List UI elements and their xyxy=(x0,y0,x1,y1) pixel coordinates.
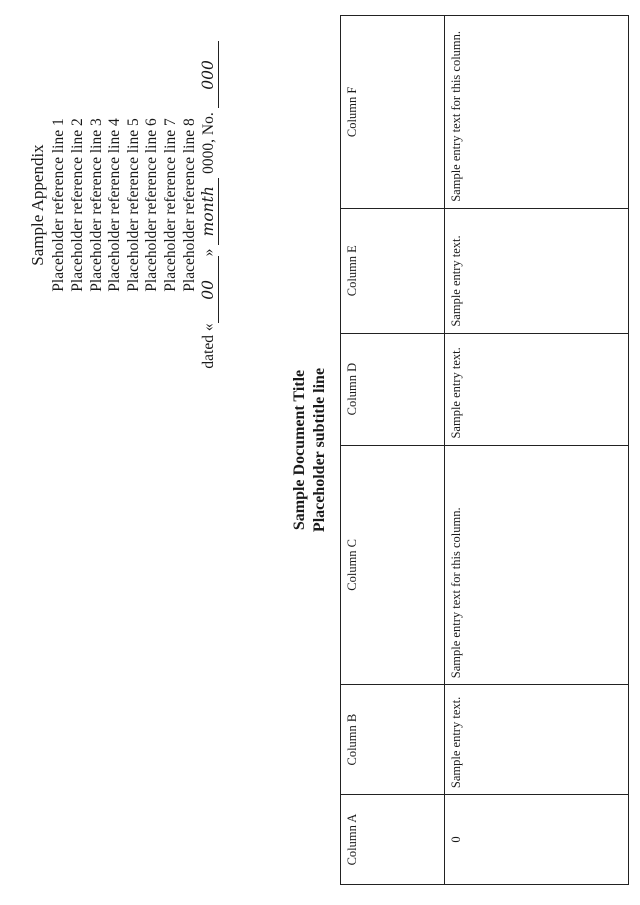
appendix-line: Placeholder reference line 5 xyxy=(124,118,142,292)
appendix-title: Sample Appendix xyxy=(28,144,47,266)
table-header-row xyxy=(341,16,445,885)
header-group: Column A xyxy=(341,795,445,885)
table-row xyxy=(445,16,629,885)
appendix-line: Placeholder reference line 3 xyxy=(87,118,105,292)
cell-periodicity: Sample entry text. xyxy=(445,333,629,445)
date-day: 00 xyxy=(199,256,219,323)
appendix-line: Placeholder reference line 4 xyxy=(106,118,124,292)
header-criteria: Column F xyxy=(341,16,445,209)
cell-categories: Sample entry text for this column. xyxy=(445,445,629,685)
header-characteristic: Column B xyxy=(341,685,445,795)
appendix-date-line xyxy=(199,15,219,395)
groups-table xyxy=(340,15,629,885)
cell-group: 0 xyxy=(445,795,629,885)
header-periodicity: Column D xyxy=(341,333,445,445)
appendix-block xyxy=(28,15,219,395)
appendix-line: Placeholder reference line 2 xyxy=(68,118,86,292)
appendix-line: Placeholder reference line 6 xyxy=(143,118,161,292)
date-mid: » xyxy=(200,248,218,257)
title-line-2: Placeholder subtitle line xyxy=(311,367,328,533)
cell-term: Sample entry text. xyxy=(445,208,629,333)
appendix-line: Placeholder reference line 7 xyxy=(161,118,179,292)
document-title xyxy=(290,15,330,885)
cell-criteria: Sample entry text for this column. xyxy=(445,16,629,209)
date-month: month xyxy=(199,178,219,245)
cell-characteristic: Sample entry text. xyxy=(445,685,629,795)
header-term: Column E xyxy=(341,208,445,333)
title-line-1: Sample Document Title xyxy=(291,369,308,531)
date-year: 0000, No. xyxy=(200,112,218,174)
date-prefix: dated « xyxy=(200,323,218,369)
appendix-line: Placeholder reference line 1 xyxy=(50,118,68,292)
rotated-content xyxy=(20,15,620,885)
header-categories: Column C xyxy=(341,445,445,685)
order-number: 000 xyxy=(199,41,219,108)
appendix-line: Placeholder reference line 8 xyxy=(180,118,198,292)
